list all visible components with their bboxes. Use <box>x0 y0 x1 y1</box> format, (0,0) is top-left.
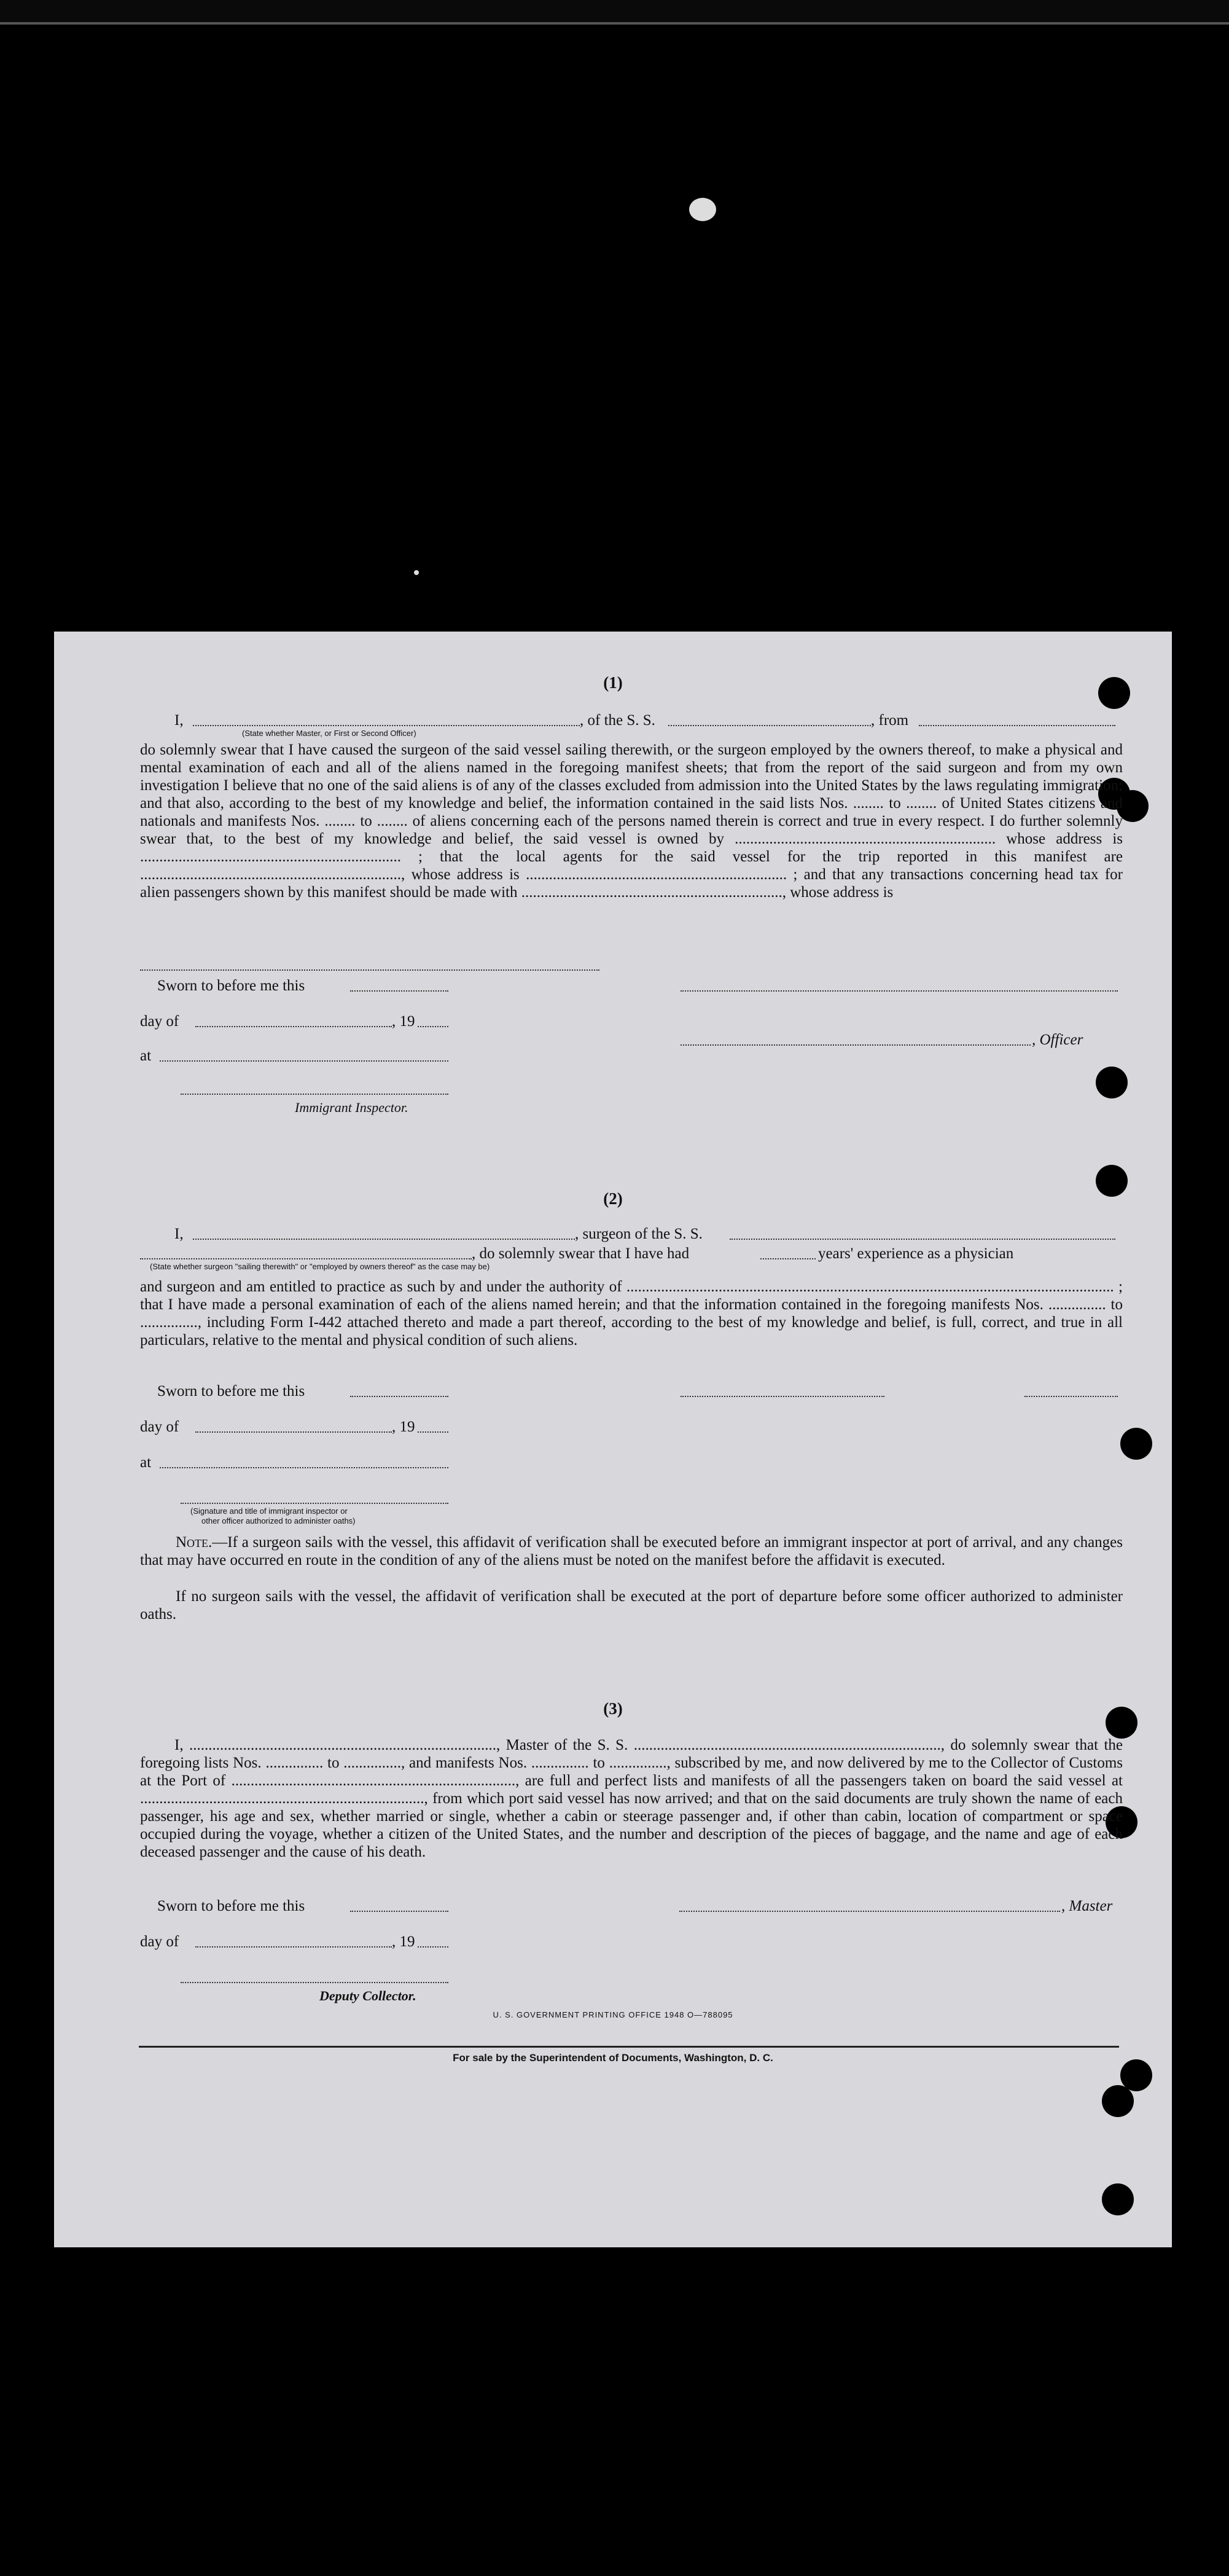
s2-rule-sign2 <box>1024 1396 1118 1397</box>
section-2-number: (2) <box>603 1189 623 1208</box>
scan-speck <box>414 570 419 575</box>
s1-rule-end <box>140 969 599 971</box>
s1-i: I, <box>174 712 184 729</box>
manifest-affidavit-page <box>54 632 1172 2247</box>
s3-sworn: Sworn to before me this <box>157 1898 305 1914</box>
s1-sworn: Sworn to before me this <box>157 977 305 994</box>
s1-of-ss: , of the S. S. <box>580 712 655 729</box>
s3-master: , Master <box>1061 1898 1113 1914</box>
scan-top-edge <box>0 0 1229 25</box>
s1-inspector: Immigrant Inspector. <box>295 1100 408 1115</box>
s2-rule-sign <box>681 1396 884 1397</box>
s1-rule-officer <box>193 725 580 726</box>
s3-rule-year <box>418 1946 448 1948</box>
punch-hole <box>1102 2085 1134 2117</box>
s3-year: , 19 <box>392 1933 415 1950</box>
s1-rule-year <box>418 1026 448 1027</box>
s1-from: , from <box>871 712 909 729</box>
s1-state-note: (State whether Master, or First or Second Officer) <box>242 729 416 738</box>
s2-note <box>140 1533 1123 1589</box>
s2-at: at <box>140 1454 152 1471</box>
s1-year: , 19 <box>392 1013 415 1030</box>
s2-sworn: Sworn to before me this <box>157 1383 305 1400</box>
s3-rule-day <box>195 1946 392 1948</box>
s1-at: at <box>140 1047 152 1064</box>
s2-note-label: Note. <box>176 1534 213 1551</box>
s2-paragraph: and surgeon and am entitled to practice as such by and under the authority of ............................................................................................................................... ; that I have made a personal examination of each of the aliens named herein; and that the information contained in the foregoing manifests Nos. ............... to ..............., including Form I-442 attached thereto and made a part thereof, according to the best of my knowledge and belief, is full, correct, and true in all particulars, relative to the mental and physical condition of such aliens. <box>140 1278 1123 1349</box>
s3-rule-master <box>679 1911 1060 1912</box>
gpo-imprint: U. S. GOVERNMENT PRINTING OFFICE 1948 O—788095 <box>493 2010 733 2019</box>
s1-rule-sign <box>681 990 1118 992</box>
s2-i: I, <box>174 1226 184 1242</box>
s2-rule-years <box>760 1258 816 1259</box>
s2-swear: , do solemnly swear that I have had <box>472 1245 690 1262</box>
section-1-number: (1) <box>603 673 623 692</box>
section-3-number: (3) <box>603 1699 623 1718</box>
scan-speck <box>689 198 716 221</box>
s3-rule-sworn <box>350 1911 448 1912</box>
s2-note-text: —If a surgeon sails with the vessel, this affidavit of verification shall be executed before an immigrant inspector at port of arrival, and any changes that may have occurred en route in the condition of any of the aliens must be noted on the manifest before the affidavit is executed. <box>140 1534 1123 1568</box>
s2-state-note: (State whether surgeon "sailing therewith" or "employed by owners thereof" as the case may be) <box>150 1262 490 1271</box>
s2-rule-name <box>193 1239 575 1240</box>
s2-sig-note-1: (Signature and title of immigrant inspector or <box>190 1506 348 1516</box>
s2-rule-year <box>418 1431 448 1433</box>
s1-paragraph: do solemnly swear that I have caused the surgeon of the said vessel sailing therewith, or the surgeon employed by the owners thereof, to make a physical and mental examination of each and all of the aliens named in the foregoing manifest sheets; that from the report of the said surgeon and from my own investigation I believe that no one of the said aliens is of any of the classes excluded from admission into the United States by the laws regulating immigration; and that also, according to the best of my knowledge and belief, the information contained in the said lists Nos. ........ to ........ of United States citizens and nationals and manifests Nos. ........ to ........ of aliens concerning each of the persons named therein is correct and true in every respect. I do further solemnly swear that, to the best of my knowledge and belief, the said vessel is owned by .................................................................... whose address is .................................................................... ; that the local agents for the said vessel for the trip reported in this manifest are ...................................................................., whose address is .................................................................... ; and that any transactions concerning head tax for alien passengers shown by this manifest should be made with ...................................................................., whose address is <box>140 742 1123 901</box>
s1-rule-inspector <box>181 1094 448 1095</box>
s3-collector: Deputy Collector. <box>319 1988 416 2003</box>
s3-rule-collector <box>181 1982 448 1983</box>
footer-rule <box>139 2046 1119 2048</box>
s2-rule-at <box>160 1467 448 1468</box>
s2-rule-sworn <box>350 1396 448 1397</box>
s2-sig-note-2: other officer authorized to administer oaths) <box>201 1516 356 1525</box>
s2-rule-ship <box>730 1239 1115 1240</box>
punch-hole <box>1120 1428 1152 1460</box>
s3-paragraph: I, ................................................................................, Master of the S. S. ................................................................................, do solemnly swear that the foregoing lists Nos. ............... to ..............., and manifests Nos. ............... to ..............., subscribed by me, and now delivered by me to the Collector of Customs at the Port of .........................................................................., are full and perfect lists and manifests of all the passengers taken on board the said vessel at .........................................................................., from which port said vessel has now arrived; and that on the said documents are truly shown the name of each passenger, his age and sex, whether married or single, whether a cabin or steerage passenger and, if other than cabin, location of compartment or space occupied during the voyage, whether a citizen of the United States, and the number and description of the pieces of baggage, and the name and age of each deceased passenger and the cause of his death. <box>140 1737 1123 1860</box>
s2-rule-day <box>195 1431 392 1433</box>
s1-officer: , Officer <box>1032 1032 1083 1048</box>
s2-year: , 19 <box>392 1419 415 1435</box>
s2-surgeon: , surgeon of the S. S. <box>575 1226 703 1242</box>
s1-rule-officer-sign <box>681 1044 1031 1046</box>
s1-rule-day <box>195 1026 392 1027</box>
s1-rule-at <box>160 1060 448 1062</box>
footer-sale-notice: For sale by the Superintendent of Documents, Washington, D. C. <box>453 2052 773 2064</box>
punch-hole <box>1102 2183 1134 2215</box>
s1-rule-sworn <box>350 990 448 992</box>
s2-day-of: day of <box>140 1419 179 1435</box>
s1-day-of: day of <box>140 1013 179 1030</box>
s2-note-2: If no surgeon sails with the vessel, the affidavit of verification shall be executed at the port of departure before some officer authorized to administer oaths. <box>140 1588 1123 1623</box>
punch-hole <box>1096 1067 1128 1098</box>
s2-rule-status <box>140 1258 472 1259</box>
s1-rule-ship <box>668 725 871 726</box>
s3-day-of: day of <box>140 1933 179 1950</box>
s2-rule-inspector <box>181 1503 448 1504</box>
s2-years: years' experience as a physician <box>818 1245 1014 1262</box>
s1-rule-from <box>919 725 1115 726</box>
